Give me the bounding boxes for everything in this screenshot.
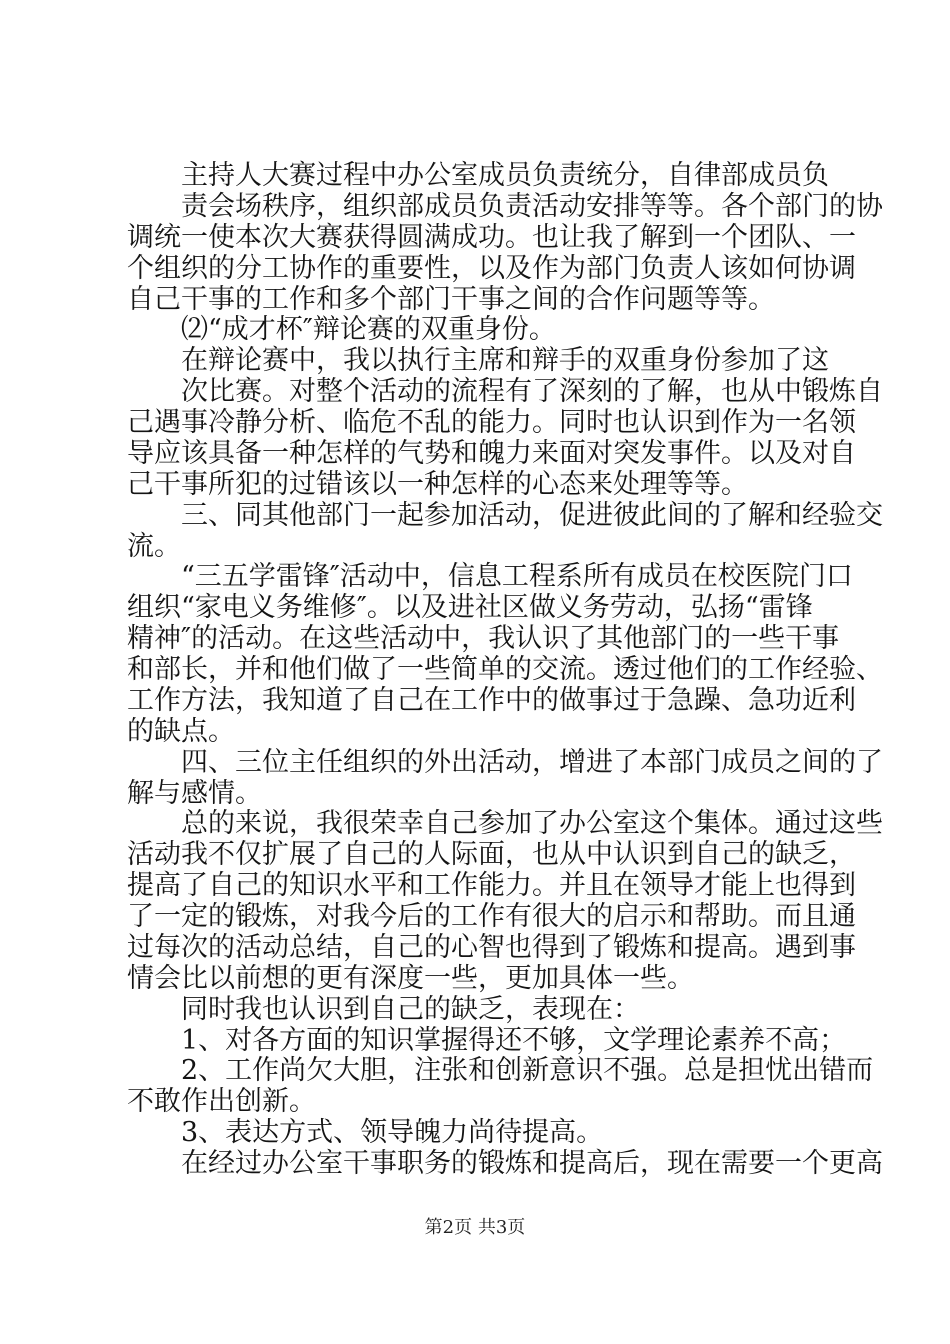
text-line: 1、对各方面的知识掌握得还不够，文学理论素养不高；	[181, 1025, 847, 1056]
text-line: 三、同其他部门一起参加活动，促进彼此间的了解和经验交	[181, 500, 883, 531]
text-line: 了一定的锻炼，对我今后的工作有很大的启示和帮助。而且通	[127, 901, 856, 932]
text-line: “三五学雷锋″活动中，信息工程系所有成员在校医院门口	[181, 561, 853, 592]
text-line: 在经过办公室干事职务的锻炼和提高后，现在需要一个更高	[181, 1148, 883, 1179]
text-line: 同时我也认识到自己的缺乏，表现在：	[181, 994, 640, 1025]
text-line: 组织“家电义务维修″。以及进社区做义务劳动，弘扬“雷锋	[127, 592, 813, 623]
text-line: 2、工作尚欠大胆，注张和创新意识不强。总是担忧出错而	[181, 1055, 874, 1086]
page-number-footer: 第2页 共3页	[424, 1217, 526, 1238]
text-line: 过每次的活动总结，自己的心智也得到了锻炼和提高。遇到事	[127, 932, 856, 963]
text-line: 不敢作出创新。	[127, 1086, 316, 1117]
text-line: 己遇事冷静分析、临危不乱的能力。同时也认识到作为一名领	[127, 407, 856, 438]
text-line: 的缺点。	[127, 716, 235, 747]
text-line: 主持人大赛过程中办公室成员负责统分，自律部成员负	[181, 160, 829, 191]
text-line: 和部长，并和他们做了一些简单的交流。透过他们的工作经验、	[127, 654, 883, 685]
text-line: 导应该具备一种怎样的气势和魄力来面对突发事件。以及对自	[127, 438, 856, 469]
text-line: 活动我不仅扩展了自己的人际面，也从中认识到自己的缺乏，	[127, 839, 856, 870]
text-line: ⑵“成才杯″辩论赛的双重身份。	[181, 314, 556, 345]
text-line: 次比赛。对整个活动的流程有了深刻的了解，也从中锻炼自	[181, 376, 883, 407]
text-line: 工作方法，我知道了自己在工作中的做事过于急躁、急功近利	[127, 685, 856, 716]
text-line: 责会场秩序，组织部成员负责活动安排等等。各个部门的协	[181, 191, 883, 222]
text-line: 流。	[127, 531, 181, 562]
text-line: 情会比以前想的更有深度一些，更加具体一些。	[127, 963, 694, 994]
text-line: 在辩论赛中，我以执行主席和辩手的双重身份参加了这	[181, 345, 829, 376]
text-line: 个组织的分工协作的重要性，以及作为部门负责人该如何协调	[127, 253, 856, 284]
text-line: 提高了自己的知识水平和工作能力。并且在领导才能上也得到	[127, 870, 856, 901]
text-line: 精神″的活动。在这些活动中，我认识了其他部门的一些干事	[127, 623, 840, 654]
text-line: 自己干事的工作和多个部门干事之间的合作问题等等。	[127, 284, 775, 315]
text-line: 3、表达方式、领导魄力尚待提高。	[181, 1117, 604, 1148]
text-line: 解与感情。	[127, 778, 262, 809]
text-line: 调统一使本次大赛获得圆满成功。也让我了解到一个团队、一	[127, 222, 856, 253]
text-line: 己干事所犯的过错该以一种怎样的心态来处理等等。	[127, 469, 748, 500]
text-line: 总的来说，我很荣幸自己参加了办公室这个集体。通过这些	[181, 808, 883, 839]
text-line: 四、三位主任组织的外出活动，增进了本部门成员之间的了	[181, 747, 883, 778]
